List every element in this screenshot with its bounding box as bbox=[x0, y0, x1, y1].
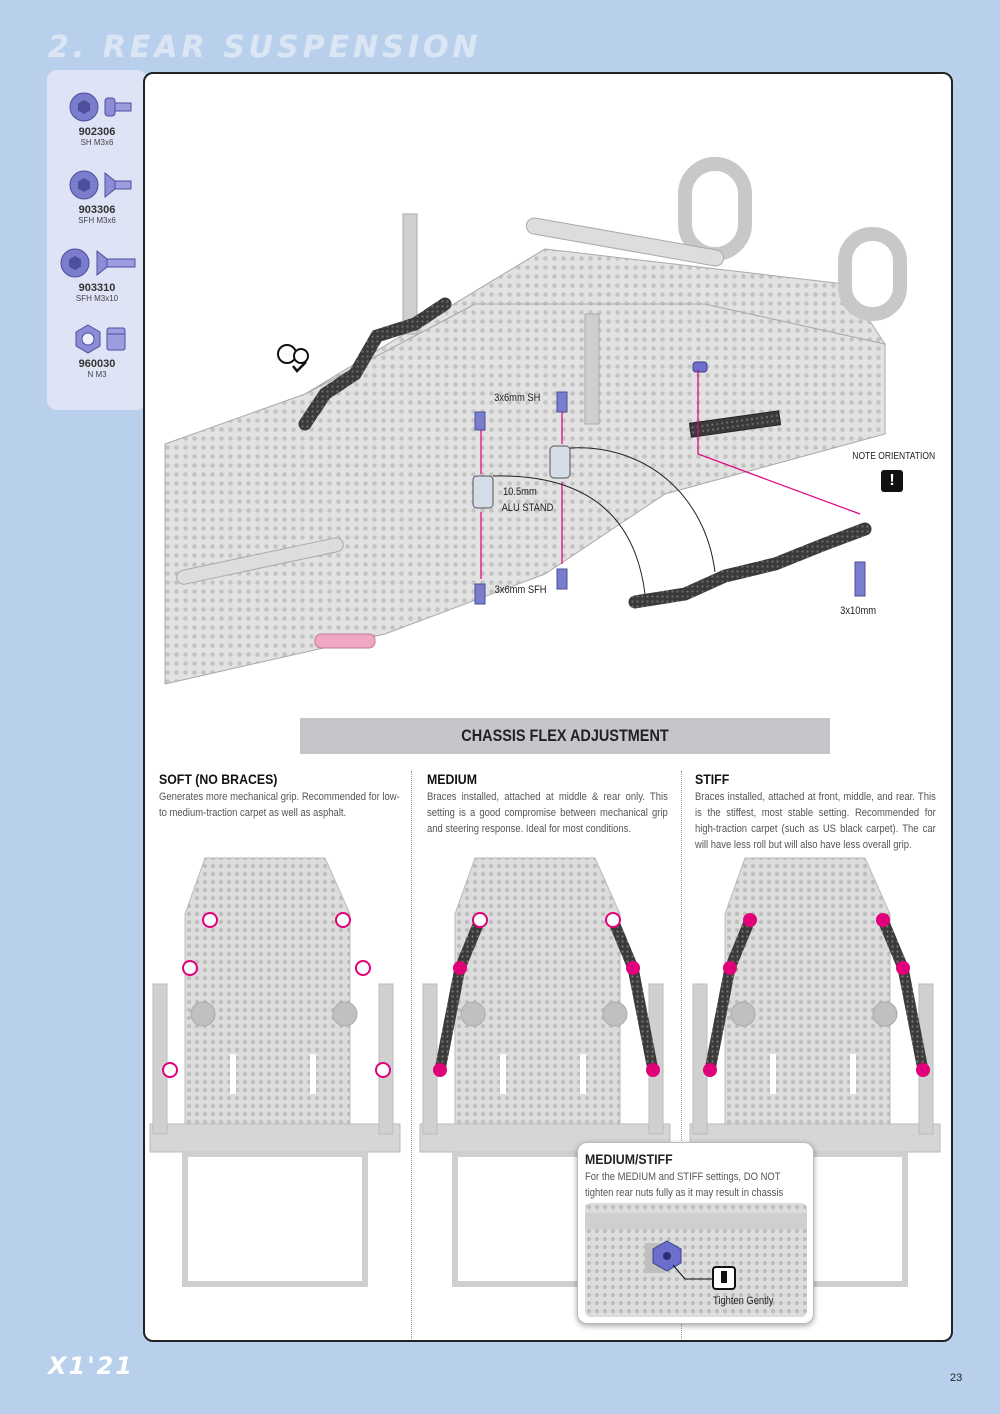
page-number: 23 bbox=[950, 1372, 963, 1384]
callout-alu-stand-size: 10.5mm bbox=[502, 486, 537, 498]
part-desc: SFH M3x6 bbox=[78, 216, 116, 225]
callout-alu-stand-label: ALU STAND bbox=[501, 502, 554, 514]
tools-icon bbox=[278, 345, 308, 371]
banner-title: CHASSIS FLEX ADJUSTMENT bbox=[461, 726, 669, 745]
part-code: 903310 bbox=[78, 282, 116, 294]
rear-suspension-assembly-illustration bbox=[145, 74, 951, 694]
callout-sh-screw: 3x6mm SH bbox=[494, 392, 541, 404]
setting-title: STIFF bbox=[695, 771, 730, 787]
part-902306 bbox=[47, 90, 147, 147]
chassis-flex-banner bbox=[300, 718, 830, 754]
setting-description: Braces installed, attached at front, middle, and rear. This is the stiffest, most stable setting. Recommended for high-traction carpet (such as US black carpet). The car will have less roll but will also have less overall grip. bbox=[695, 791, 936, 851]
setting-description: Generates more mechanical grip. Recommended for low-to medium-traction carpet as well as asphalt. bbox=[159, 791, 400, 819]
popup-closeup-image bbox=[585, 1203, 807, 1317]
callout-sfh-screw: 3x6mm SFH bbox=[494, 584, 547, 596]
popup-caption: Tighten Gently bbox=[713, 1295, 774, 1307]
chassis-soft-diagram bbox=[150, 858, 400, 1284]
flat-head-screw-long-icon bbox=[55, 246, 139, 280]
setting-medium bbox=[427, 771, 672, 837]
part-desc: SH M3x6 bbox=[80, 138, 114, 147]
nut-icon bbox=[57, 322, 137, 356]
setting-title: SOFT (NO BRACES) bbox=[159, 771, 278, 787]
callout-note-orientation: NOTE ORIENTATION bbox=[852, 451, 936, 462]
callout-screw-10mm: 3x10mm bbox=[840, 605, 877, 617]
chassis-flex-diagrams bbox=[145, 854, 951, 1314]
rear-nut-closeup bbox=[585, 1203, 807, 1317]
setting-stiff bbox=[695, 771, 940, 853]
setting-title: MEDIUM bbox=[427, 771, 477, 787]
popup-title: MEDIUM/STIFF bbox=[585, 1151, 673, 1167]
part-960030 bbox=[47, 322, 147, 379]
medium-stiff-note bbox=[577, 1142, 814, 1324]
socket-head-screw-icon bbox=[57, 90, 137, 124]
part-code: 960030 bbox=[78, 358, 116, 370]
part-desc: N M3 bbox=[87, 370, 107, 379]
part-desc: SFH M3x10 bbox=[75, 294, 119, 303]
brand-logo: X1'21 bbox=[48, 1352, 134, 1380]
setting-description: Braces installed, attached at middle & rear only. This setting is a good compromise between mechanical grip and steering response. Ideal for most conditions. bbox=[427, 791, 668, 835]
part-903310 bbox=[47, 246, 147, 303]
note-warning-icon: ! bbox=[881, 470, 903, 492]
part-code: 903306 bbox=[78, 204, 116, 216]
flat-head-screw-icon bbox=[57, 168, 137, 202]
popup-text: For the MEDIUM and STIFF settings, DO NOT tighten rear nuts fully as it may result in chassis bbox=[585, 1171, 784, 1199]
parts-panel bbox=[47, 70, 147, 410]
page-title: 2. REAR SUSPENSION bbox=[48, 30, 482, 65]
main-frame bbox=[143, 72, 953, 1342]
part-903306 bbox=[47, 168, 147, 225]
part-code: 902306 bbox=[78, 126, 116, 138]
setting-soft bbox=[159, 771, 404, 821]
